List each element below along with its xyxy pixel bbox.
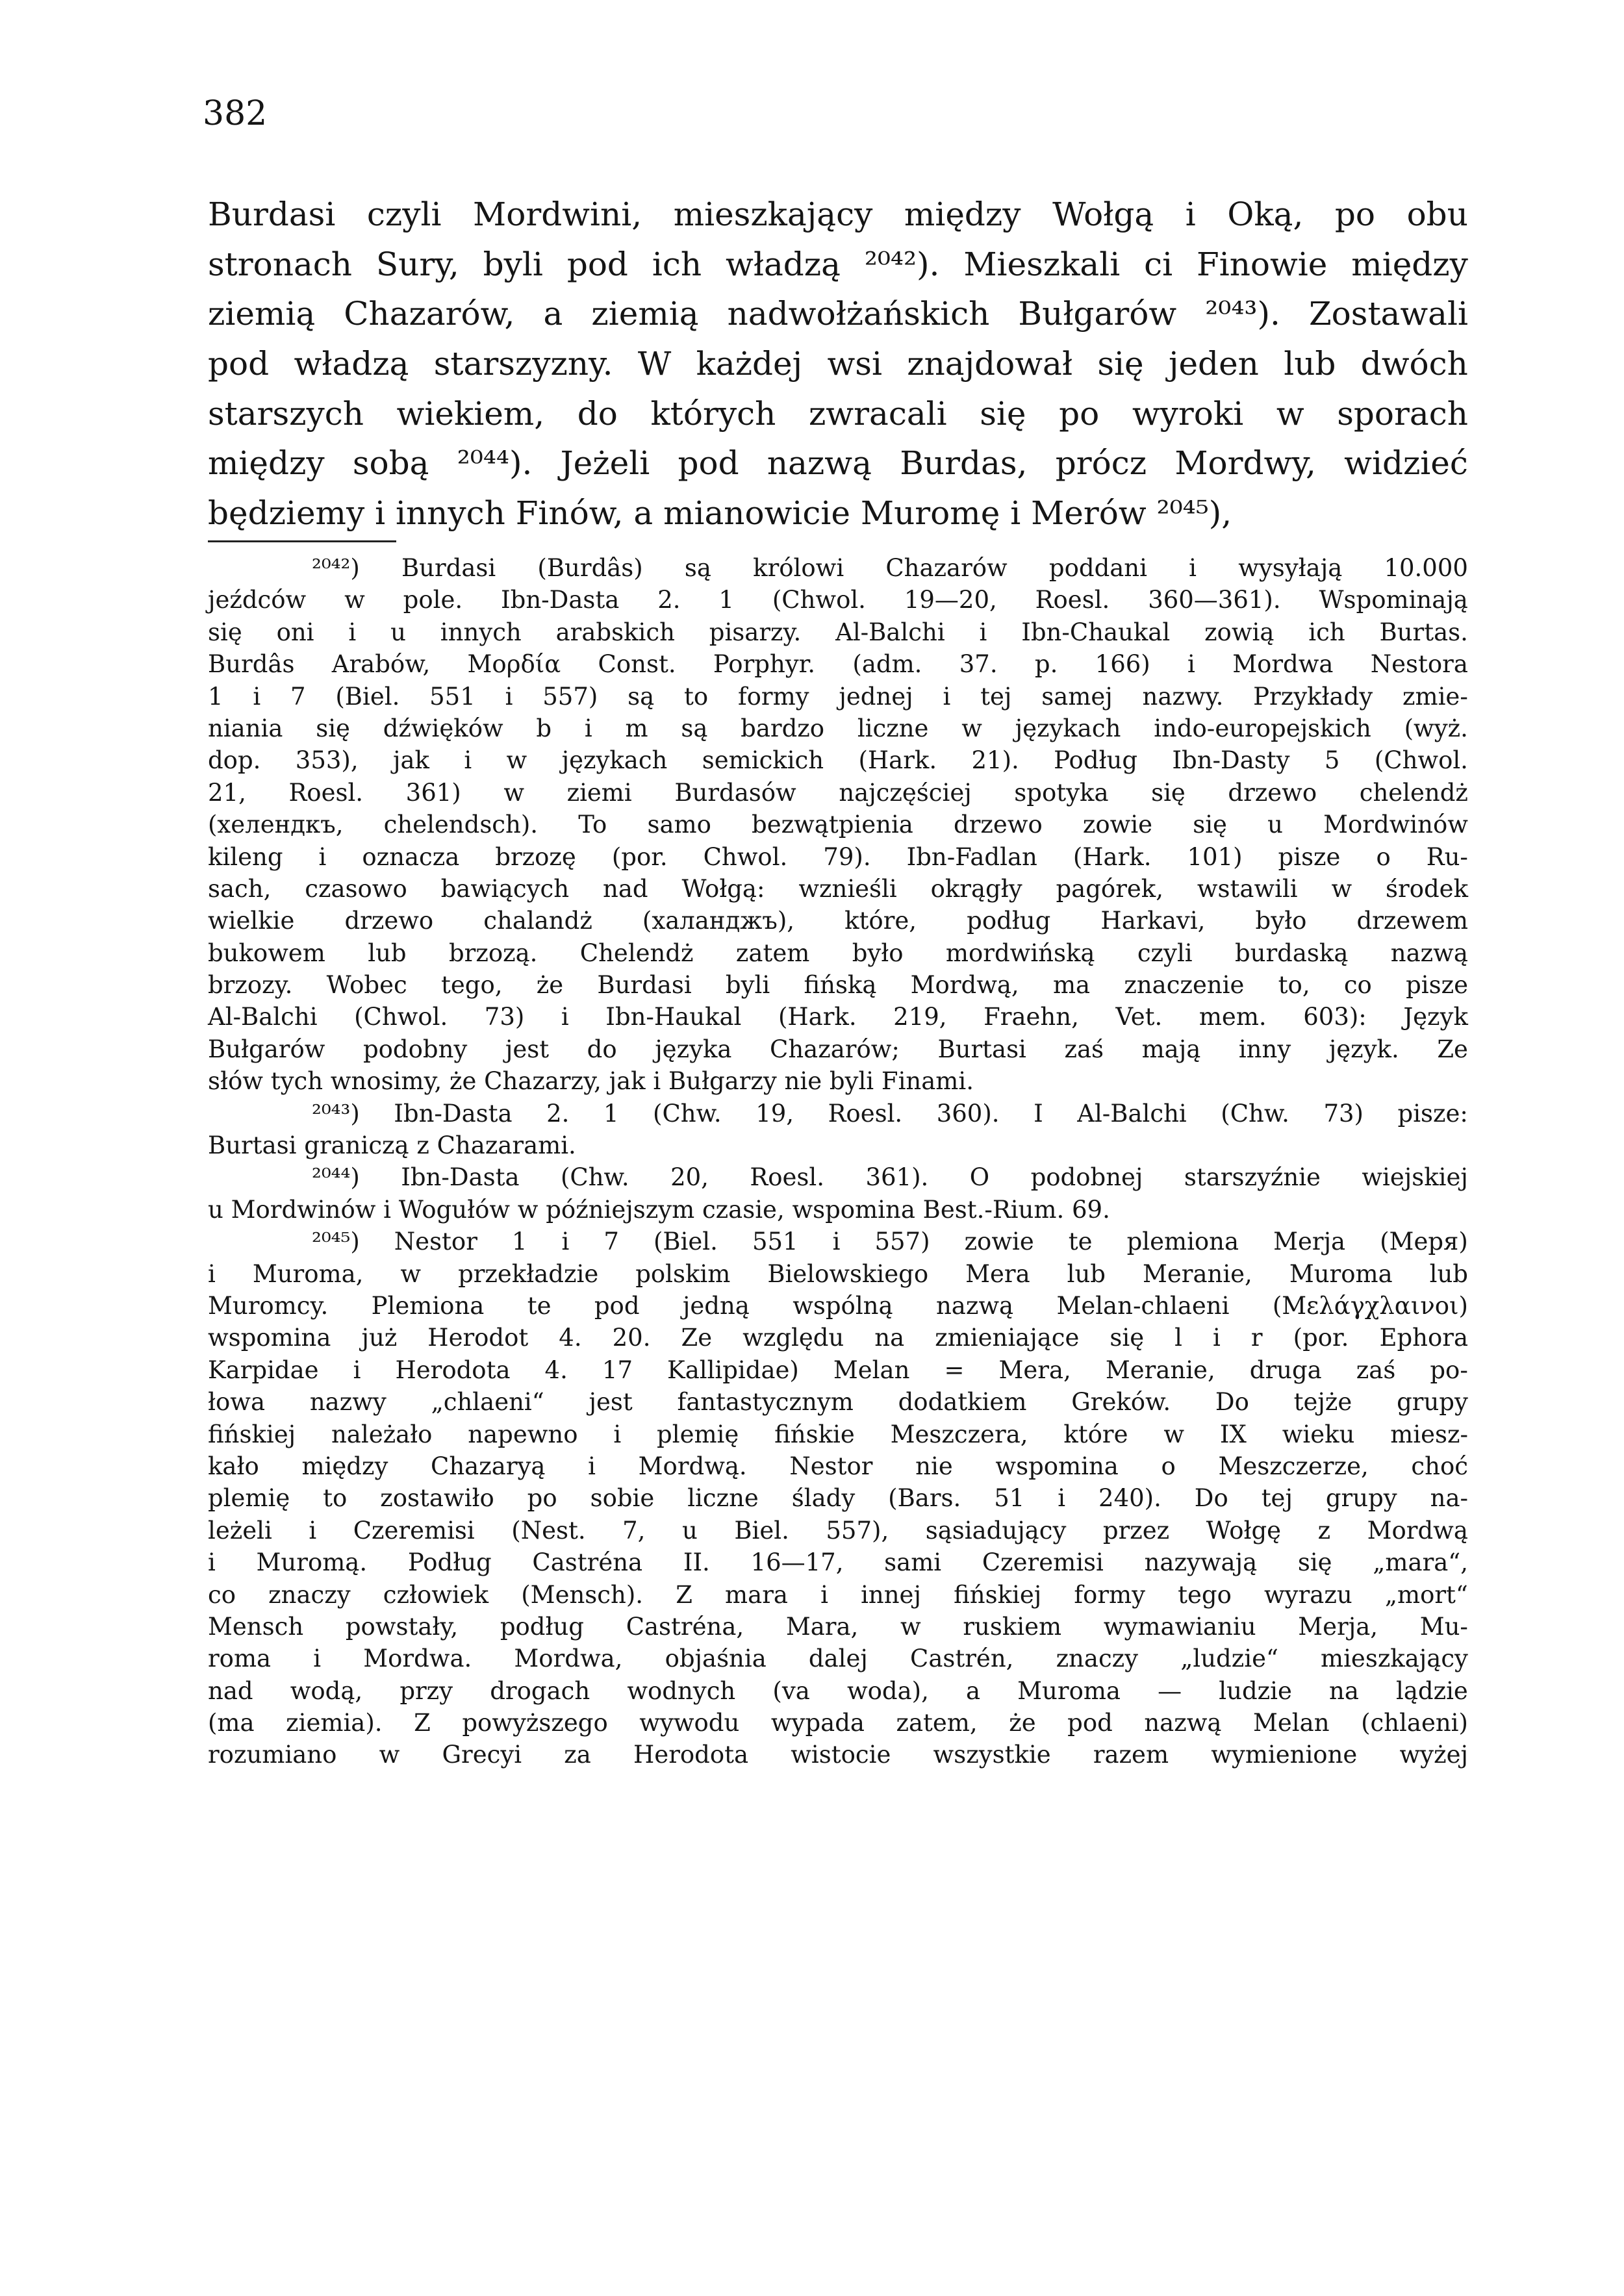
main-line-5: starszych wiekiem, do których zwracali się po wyroki w sporach [208,394,1468,433]
footnote-line: Mensch powstały, podług Castréna, Mara, w ruskiem wymawianiu Merja, Mu- [208,1612,1468,1641]
footnote-line: nad wodą, przy drogach wodnych (va woda), a Muroma — ludzie na lądzie [208,1676,1468,1705]
footnote-line: 1 i 7 (Biel. 551 i 557) są to formy jednej i tej samej nazwy. Przykłady zmie- [208,682,1468,711]
footnote-line: Al-Balchi (Chwol. 73) i Ibn-Haukal (Hark. 219, Fraehn, Vet. mem. 603): Język [208,1003,1468,1031]
footnote-line: jeźdców w pole. Ibn-Dasta 2. 1 (Chwol. 19—20, Roesl. 360—361). Wspominają [208,586,1468,614]
footnote-line: Burtasi graniczą z Chazarami. [208,1131,584,1160]
main-text [208,190,1468,538]
footnote-line: sach, czasowo bawiących nad Wołgą: wznieśli okrągły pagórek, wstawili w środek [208,874,1468,903]
footnote-line: kileng i oznacza brzozę (por. Chwol. 79). Ibn-Fadlan (Hark. 101) pisze o Ru- [208,842,1468,871]
footnote-line: fińskiej należało napewno i plemię fińskie Meszczera, które w IX wieku miesz- [208,1420,1468,1448]
footnote-line: (ma ziemia). Z powyższego wywodu wypada zatem, że pod nazwą Melan (chlaeni) [208,1709,1468,1737]
main-line-2: stronach Sury, byli pod ich władzą ²⁰⁴²). Mieszkali ci Finowie między [208,245,1468,283]
footnote-line: Muromcy. Plemiona te pod jedną wspólną nazwą Melan-chlaeni (Μελάγχλαινοι) [208,1291,1468,1320]
page-number: 382 [203,94,268,133]
main-line-4: pod władzą starszyzny. W każdej wsi znajdował się jeden lub dwóch [208,345,1468,383]
main-line-3: ziemią Chazarów, a ziemią nadwołżańskich Bułgarów ²⁰⁴³). Zostawali [208,295,1468,333]
footnote-line: leżeli i Czeremisi (Nest. 7, u Biel. 557), sąsiadujący przez Wołgę z Mordwą [208,1516,1468,1545]
footnote-line: Karpidae i Herodota 4. 17 Kallipidae) Melan = Mera, Meranie, druga zaś po- [208,1356,1468,1384]
footnote-line: wspomina już Herodot 4. 20. Ze względu na zmieniające się l i r (por. Ephora [208,1324,1468,1352]
footnote-line: roma i Mordwa. Mordwa, objaśnia dalej Castrén, znaczy „ludzie“ mieszkający [208,1645,1468,1673]
footnote-line: plemię to zostawiło po sobie liczne ślady (Bars. 51 i 240). Do tej grupy na- [208,1484,1468,1513]
footnote-line: brzozy. Wobec tego, że Burdasi byli fińską Mordwą, ma znaczenie to, co pisze [208,971,1468,1000]
footnote-line: kało między Chazaryą i Mordwą. Nestor nie wspomina o Meszczerze, choć [208,1452,1468,1480]
footnote-line: i Muroma, w przekładzie polskim Bielowskiego Mera lub Meranie, Muroma lub [208,1259,1468,1288]
footnotes [208,552,1468,1771]
footnote-line: u Mordwinów i Wogułów w późniejszym czasie, wspomina Best.-Rium. 69. [208,1195,1118,1224]
footnote-line: ²⁰⁴⁵) Nestor 1 i 7 (Biel. 551 i 557) zowie te plemiona Merja (Меря) [312,1228,1468,1256]
footnote-line: słów tych wnosimy, że Chazarzy, jak i Bułgarzy nie byli Finami. [208,1067,982,1096]
footnote-line: (хелендкъ, chelendsch). To samo bezwątpienia drzewo zowie się u Mordwinów [208,811,1468,839]
footnote-line: 21, Roesl. 361) w ziemi Burdasów najczęściej spotyka się drzewo chelendż [208,778,1468,807]
main-line-1: Burdasi czyli Mordwini, mieszkający między Wołgą i Oką, po obu [208,196,1468,233]
main-line-6: między sobą ²⁰⁴⁴). Jeżeli pod nazwą Burdas, prócz Mordwy, widzieć [208,444,1468,483]
footnote-line: Burdâs Arabów, Μορδία Const. Porphyr. (adm. 37. p. 166) i Mordwa Nestora [208,650,1468,679]
footnote-line: wielkie drzewo chalandż (халанджъ), które, podług Harkavi, było drzewem [208,907,1468,935]
footnote-line: się oni i u innych arabskich pisarzy. Al-Balchi i Ibn-Chaukal zowią ich Burtas. [208,618,1468,646]
footnote-line: Bułgarów podobny jest do języka Chazarów; Burtasi zaś mają inny język. Ze [208,1035,1468,1063]
footnote-line: ²⁰⁴⁴) Ibn-Dasta (Chw. 20, Roesl. 361). O podobnej starszyźnie wiejskiej [312,1163,1468,1192]
footnote-line: łowa nazwy „chlaeni“ jest fantastycznym dodatkiem Greków. Do tejże grupy [208,1388,1468,1417]
footnote-line: i Muromą. Podług Castréna II. 16—17, sami Czeremisi nazywają się „mara“, [208,1548,1468,1577]
footnote-separator [208,540,396,542]
footnote-line: rozumiano w Grecyi za Herodota wistocie wszystkie razem wymienione wyżej [208,1741,1468,1769]
footnote-line: dop. 353), jak i w językach semickich (Hark. 21). Podług Ibn-Dasty 5 (Chwol. [208,746,1468,775]
footnote-line: bukowem lub brzozą. Chelendż zatem było mordwińską czyli burdaską nazwą [208,939,1468,967]
footnote-line: ²⁰⁴²) Burdasi (Burdâs) są królowi Chazarów poddani i wysyłają 10.000 [312,554,1468,582]
footnote-line: niania się dźwięków b i m są bardzo liczne w językach indo-europejskich (wyż. [208,714,1468,742]
footnote-line: co znaczy człowiek (Mensch). Z mara i innej fińskiej formy tego wyrazu „mort“ [208,1580,1468,1609]
main-line-7: będziemy i innych Finów, a mianowicie Muromę i Merów ²⁰⁴⁵), [208,494,1243,533]
footnote-line: ²⁰⁴³) Ibn-Dasta 2. 1 (Chw. 19, Roesl. 360). I Al-Balchi (Chw. 73) pisze: [312,1099,1468,1128]
